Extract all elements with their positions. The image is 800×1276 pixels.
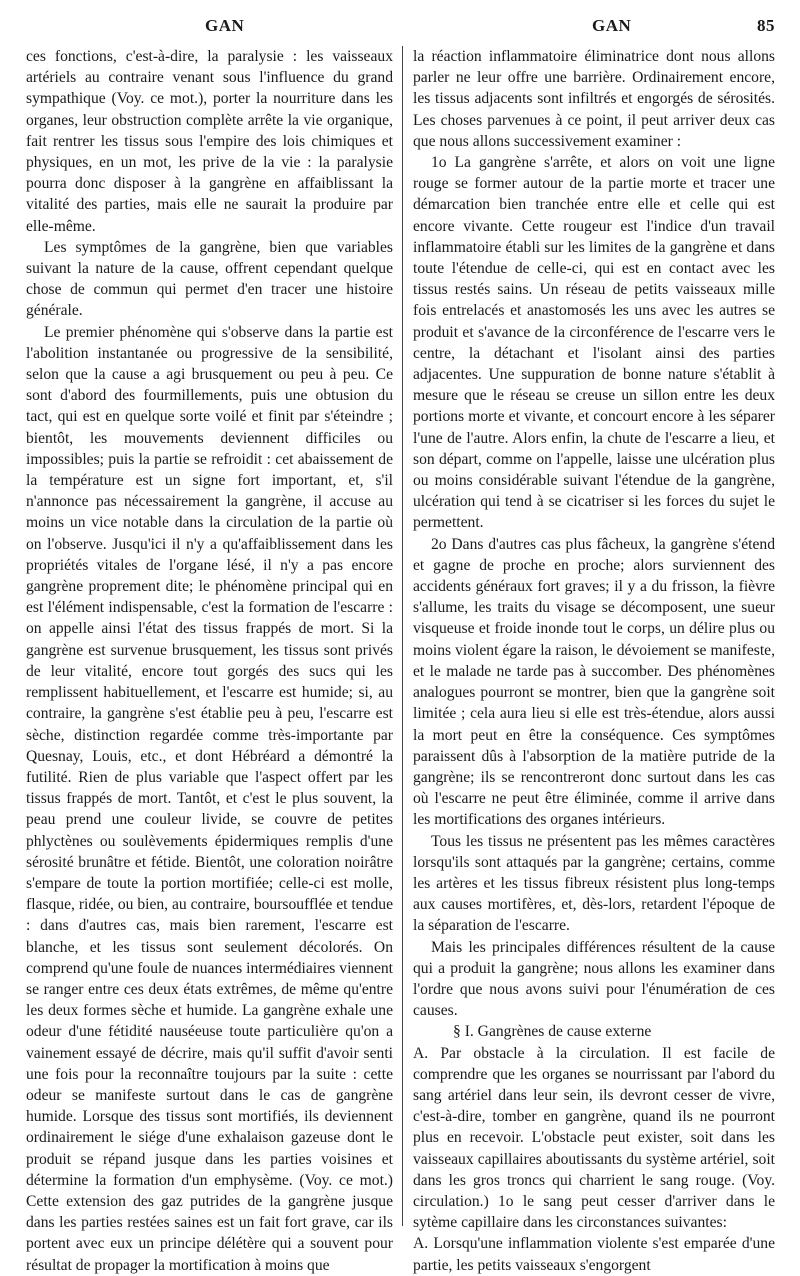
header-left-title: GAN	[205, 16, 245, 35]
paragraph: Tous les tissus ne présentent pas les mêmes caractères lorsqu'ils sont attaqués par la gangrène; certains, comme les artères et les tissus fibreux résistent plus long-temps aux causes mortifères, et, dès-lors, retardent l'époque de la séparation de l'escarre.	[413, 832, 775, 935]
paragraph: 2o Dans d'autres cas plus fâcheux, la gangrène s'étend et gagne de proche en proche; alors surviennent des accidents généraux fort graves; il y a du frisson, la fièvre s'allume, les traits du visage se décomposent, une sueur visqueuse et froide inonde tout le corps, un délire plus ou moins violent égare la raison, le dévoiement se manifeste, et le malade ne tarde pas à succomber. Des phénomènes analogues pourront se montrer, bien que la gangrène soit limitée ; cela aura lieu si elle est très-étendue, alors aussi la mort peut en être la conséquence. Ces symptômes paraissent dûs à l'absorption de la matière putride de la gangrène; ils se rencontreront donc surtout dans les cas où l'escarre ne peut être éliminée, comme il arrive dans les mortifications des organes intérieurs.	[413, 535, 775, 829]
right-column	[413, 46, 775, 1276]
running-header	[0, 0, 800, 42]
column-divider	[402, 46, 403, 1226]
paragraph: Mais les principales différences résultent de la cause qui a produit la gangrène; nous allons les examiner dans l'ordre que nous avons suivi pour l'énumération de ces causes.	[413, 938, 775, 1020]
paragraph: la réaction inflammatoire éliminatrice dont nous allons parler ne leur offre une barrière. Ordinairement encore, les tissus adjacents sont infiltrés et engorgés de sérosités. Les choses parvenues à ce point, il peut arriver deux cas que nous allons successivement examiner :	[413, 48, 775, 150]
paragraph: 1o La gangrène s'arrête, et alors on voit une ligne rouge se former autour de la partie morte et tracer une démarcation bien tranchée entre elle et celle qui est encore vivante. Cette rougeur est l'indice d'un travail inflammatoire établi sur les limites de la gangrène et dans toute l'étendue de celle-ci, qui est en contact avec les tissus restés sains. Un réseau de petits vaisseaux mille fois entrelacés et anastomosés les uns avec les autres se produit et s'avance de la circonférence de l'escarre vers le centre, la détachant et l'isolant ainsi des parties adjacentes. Une suppuration de bonne nature s'établit à mesure que le réseau se creuse un sillon entre les deux portions morte et vivante, et concourt encore à les séparer l'une de l'autre. Alors enfin, la chute de l'escarre a lieu, et son départ, comme on l'appelle, laisse une ulcération plus ou moins considérable suivant l'étendue de la gangrène, ulcération qui tend à se cicatriser si les forces du sujet le permettent.	[413, 154, 775, 532]
page-number: 85	[757, 16, 775, 35]
header-right-title: GAN	[592, 16, 632, 35]
paragraph: ces fonctions, c'est-à-dire, la paralysie : les vaisseaux artériels au contraire venant sous l'influence du grand sympathique (Voy. ce mot.), porter la nourriture dans les organes, leur obstruction complète arrête la vie organique, fait rentrer les tissus sous l'empire des lois chimiques et physiques, en un mot, les prive de la vie : la paralysie pourra donc disposer à la gangrène en affaiblissant la vitalité des parties, mais elle ne saurait la produire par elle-même.	[26, 48, 393, 235]
paragraph: A. Lorsqu'une inflammation violente s'est emparée d'une partie, les petits vaisseaux s'engorgent	[413, 1235, 775, 1274]
paragraph: Les symptômes de la gangrène, bien que variables suivant la nature de la cause, offrent cependant quelque chose de commun qui permet d'en tracer une histoire générale.	[26, 238, 393, 320]
section-heading: § I. Gangrènes de cause externe	[453, 1023, 652, 1041]
paragraph: A. Par obstacle à la circulation. Il est facile de comprendre que les organes se nourrissant par l'abord du sang artériel dans leur sein, ils devront cesser de vivre, c'est-à-dire, tomber en gangrène, quand ils ne pourront plus en recevoir. L'obstacle peut exister, soit dans les vaisseaux capillaires aboutissants du système artériel, soit dans les gros troncs qui charrient le sang rouge. (Voy. circulation.) 1o le sang peut cesser d'arriver dans le sytème capillaire dans les circonstances suivantes:	[413, 1044, 775, 1232]
left-column	[26, 46, 393, 1276]
paragraph: Le premier phénomène qui s'observe dans la partie est l'abolition instantanée ou progressive de la sensibilité, selon que la cause a agi brusquement ou peu à peu. Ce sont d'abord des fourmillements, puis une obtusion du tact, qui est en quelque sorte voilé et finit par s'éteindre ; bientôt, les mouvements deviennent difficiles ou impossibles; puis la partie se refroidit : cet abaissement de la température est un signe fort important, et, s'il n'annonce pas nécessairement la gangrène, il accuse au moins un vice notable dans la circulation de la partie où on l'observe. Jusqu'ici il n'y a qu'affaiblissement dans les propriétés vitales de l'organe lésé, il n'y a pas encore gangrène proprement dite; le phénomène principal qui en est l'élément indispensable, c'est la formation de l'escarre : on appelle ainsi l'état des tissus frappés de mort. Si la gangrène est survenue brusquement, les tissus sont privés de leur vitalité, encore tout gorgés des sucs qui les remplissent habituellement, et l'escarre est humide; si, au contraire, la gangrène s'est établie peu à peu, l'escarre est sèche, distinction regardée comme très-importante par Quesnay, Louis, etc., et dont Hébréard a démontré la futilité. Rien de plus variable que l'aspect offert par les tissus frappés de mort. Tantôt, et c'est le plus souvent, la peau prend une couleur livide, se couvre de petites phlyctènes ou soulèvements épidermiques remplis d'une sérosité brunâtre et fétide. Bientôt, une coloration noirâtre s'empare de toute la portion mortifiée; celle-ci est molle, flasque, ridée, ou bien, au contraire, boursoufflée et tendue : dans d'autres cas, mais bien rarement, l'escarre est blanche, et les tissus sont seulement décolorés. On comprend qu'une foule de nuances intermédiaires viennent se ranger entre ces deux états extrêmes, de même qu'entre les deux formes sèche et humide. La gangrène exhale une odeur d'une fétidité nauséeuse toute particulière qu'on a vainement essayé de décrire, mais qu'il suffit d'avoir senti une fois pour la reconnaître toujours par la suite : cette odeur se manifeste surtout dans le cas de gangrène humide. Lorsque des tissus sont mortifiés, ils deviennent ordinairement le siége d'une exhalaison gazeuse dont le produit se répand jusque dans les parties voisines et détermine la formation d'un emphysème. (Voy. ce mot.) Cette extension des gaz putrides de la gangrène jusque dans les parties restées saines est un fait fort grave, car ils portent avec eux un principe délétère qui a souvent pour résultat de propager la mortification à moins que	[26, 323, 393, 1274]
